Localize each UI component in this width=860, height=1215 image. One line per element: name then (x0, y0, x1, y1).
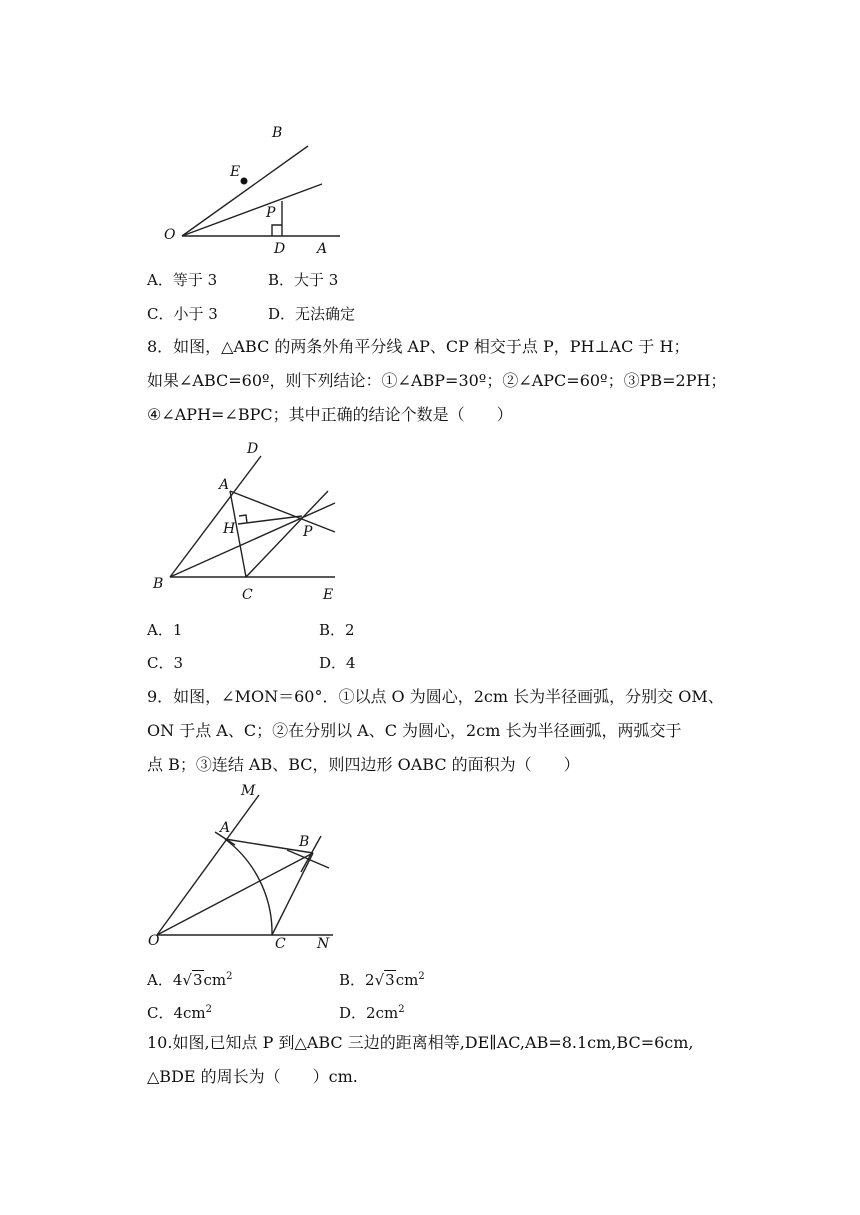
q9-option-d: D．$2cm^2$ (339, 1004, 405, 1022)
q8-label-B: B (153, 576, 164, 592)
q7-figure (160, 120, 360, 260)
q7-option-b: B．大于 3 (268, 271, 339, 289)
q8-label-P: P (303, 524, 313, 540)
q8-label-D: D (247, 441, 259, 457)
q10-stem-line-2: △BDE 的周长为（ ）cm. (147, 1067, 358, 1086)
q8-stem-line-1: 8．如图，△ABC 的两条外角平分线 AP、CP 相交于点 P，PH⊥AC 于 H； (147, 337, 690, 356)
q8-stem-line-3: ④∠APH=∠BPC；其中正确的结论个数是（ ） (147, 405, 513, 424)
q8-option-a: A．1 (147, 621, 183, 639)
q7-option-a: A．等于 3 (147, 271, 218, 289)
q8-figure (145, 436, 345, 606)
q7-option-d: D．无法确定 (268, 305, 356, 323)
q9-label-N: N (317, 936, 330, 952)
q9-figure (145, 782, 350, 957)
q7-label-D: D (274, 241, 286, 257)
q7-option-c: C．小于 3 (147, 305, 218, 323)
q9-stem-line-1: 9．如图，∠MON＝60°．①以点 O 为圆心，2cm 长为半径画弧，分别交 OM、 (147, 687, 724, 706)
q9-option-a: A．$4√3cm^2$ (147, 971, 233, 989)
q8-option-b: B．2 (319, 621, 355, 639)
q8-label-H: H (223, 521, 236, 537)
q9-label-M: M (241, 783, 256, 799)
q7-label-A: A (317, 241, 328, 257)
q9-stem-line-3: 点 B；③连结 AB、BC，则四边形 OABC 的面积为（ ） (147, 755, 580, 774)
q9-option-c: C．$4cm^2$ (147, 1004, 213, 1022)
q8-label-C: C (242, 587, 253, 603)
q7-label-E: E (230, 164, 241, 180)
q9-stem-line-2: ON 于点 A、C；②在分别以 A、C 为圆心，2cm 长为半径画弧，两弧交于 (147, 721, 682, 740)
q9-option-b: B．$2√3cm^2$ (339, 971, 425, 989)
q9-label-A: A (220, 820, 231, 836)
q8-option-c: C．3 (147, 654, 184, 672)
q8-stem-line-2: 如果∠ABC=60º，则下列结论：①∠ABP=30º；②∠APC=60º；③PB=2PH； (147, 371, 727, 390)
q8-label-E: E (323, 587, 334, 603)
q9-label-O: O (148, 933, 160, 949)
q9-label-C: C (275, 936, 286, 952)
q10-stem-line-1: 10.如图,已知点 P 到△ABC 三边的距离相等,DE∥AC,AB=8.1cm,BC=6cm, (147, 1033, 694, 1052)
q8-option-d: D．4 (319, 654, 356, 672)
q9-label-B: B (299, 834, 310, 850)
q8-label-A: A (219, 477, 230, 493)
q7-label-B: B (272, 125, 283, 141)
q7-label-O: O (164, 227, 176, 243)
q7-label-P: P (266, 205, 276, 221)
